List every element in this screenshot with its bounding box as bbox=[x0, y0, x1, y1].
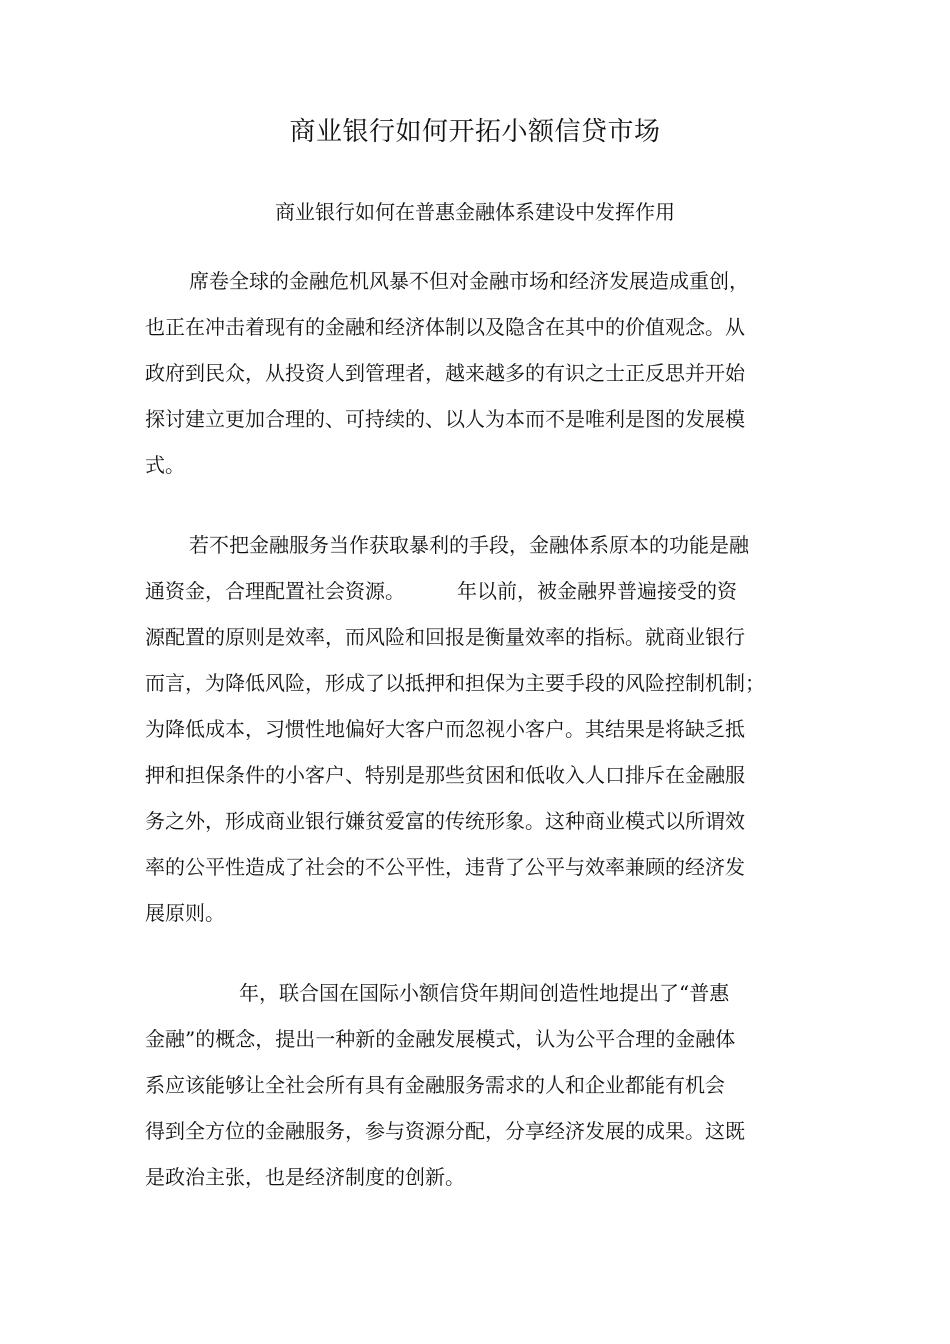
paragraph-2 bbox=[145, 522, 809, 936]
paragraph-line: 而言，为降低风险，形成了以抵押和担保为主要手段的风险控制机制； bbox=[145, 671, 765, 695]
paragraph-line bbox=[145, 568, 809, 614]
paragraph-line: 年，联合国在国际小额信贷年期间创造性地提出了“普惠 bbox=[239, 981, 730, 1005]
document-subtitle: 商业银行如何在普惠金融体系建设中发挥作用 bbox=[275, 200, 675, 224]
paragraph-line: 金融”的概念，提出一种新的金融发展模式，认为公平合理的金融体 bbox=[145, 1027, 736, 1051]
paragraph-line: 率的公平性造成了社会的不公平性，违背了公平与效率兼顾的经济发 bbox=[145, 855, 745, 879]
paragraph-line: 源配置的原则是效率，而风险和回报是衡量效率的指标。就商业银行 bbox=[145, 625, 745, 649]
paragraph-line: 政府到民众，从投资人到管理者，越来越多的有识之士正反思并开始 bbox=[145, 361, 745, 385]
paragraph-line: 为降低成本，习惯性地偏好大客户而忽视小客户。其结果是将缺乏抵 bbox=[145, 717, 745, 741]
paragraph-line: 是政治主张，也是经济制度的创新。 bbox=[145, 1165, 465, 1189]
paragraph-line: 席卷全球的金融危机风暴不但对金融市场和经济发展造成重创， bbox=[189, 269, 749, 293]
paragraph-line: 得到全方位的金融服务，参与资源分配，分享经济发展的成果。这既 bbox=[145, 1119, 745, 1143]
paragraph-line: 探讨建立更加合理的、可持续的、以人为本而不是唯利是图的发展模 bbox=[145, 407, 745, 431]
paragraph-line: 式。 bbox=[145, 453, 185, 477]
paragraph-3 bbox=[145, 970, 809, 1200]
paragraph-line-segment: 通资金，合理配置社会资源。 bbox=[145, 579, 405, 603]
paragraph-line: 展原则。 bbox=[145, 901, 225, 925]
paragraph-1 bbox=[145, 258, 809, 488]
paragraph-line: 系应该能够让全社会所有具有金融服务需求的人和企业都能有机会 bbox=[145, 1073, 725, 1097]
paragraph-line: 务之外，形成商业银行嫌贫爱富的传统形象。这种商业模式以所谓效 bbox=[145, 809, 745, 833]
paragraph-line-segment: 年以前，被金融界普遍接受的资 bbox=[457, 579, 737, 603]
paragraph-line: 押和担保条件的小客户、特别是那些贫困和低收入人口排斥在金融服 bbox=[145, 763, 745, 787]
paragraph-line: 若不把金融服务当作获取暴利的手段，金融体系原本的功能是融 bbox=[189, 533, 749, 557]
paragraph-line: 也正在冲击着现有的金融和经济体制以及隐含在其中的价值观念。从 bbox=[145, 315, 745, 339]
document-title: 商业银行如何开拓小额信贷市场 bbox=[289, 117, 661, 147]
